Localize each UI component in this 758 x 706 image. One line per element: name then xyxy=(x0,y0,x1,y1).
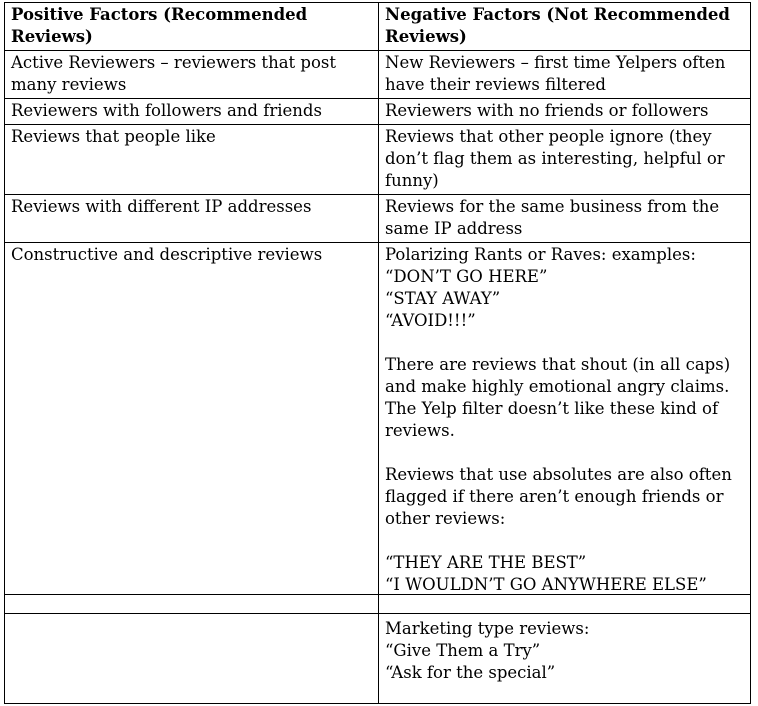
positive-cell: Constructive and descriptive reviews xyxy=(5,243,379,614)
negative-cell xyxy=(379,243,751,614)
table-row xyxy=(5,99,751,125)
negative-cell xyxy=(379,595,751,704)
example-line: “DON’T GO HERE” xyxy=(385,267,548,286)
table-row xyxy=(5,243,751,614)
negative-cell: Reviews for the same business from the same IP address xyxy=(379,195,751,243)
negative-cell: New Reviewers – first time Yelpers often have their reviews filtered xyxy=(379,51,751,99)
factors-table-container xyxy=(4,2,750,614)
positive-cell-empty xyxy=(5,595,379,704)
table-row xyxy=(5,195,751,243)
paragraph-gap xyxy=(385,596,744,618)
negative-intro-line: Marketing type reviews: xyxy=(385,619,590,638)
explanation-paragraph: There are reviews that shout (in all caps) and make highly emotional angry claims. The Yelp filter doesn’t like these kind of reviews. xyxy=(385,355,731,440)
negative-cell: Reviews that other people ignore (they don’t flag them as interesting, helpful or funny) xyxy=(379,125,751,195)
positive-cell: Reviews with different IP addresses xyxy=(5,195,379,243)
table-row xyxy=(5,51,751,99)
positive-cell: Reviewers with followers and friends xyxy=(5,99,379,125)
table-header-row xyxy=(5,3,751,51)
negative-intro-line: Polarizing Rants or Raves: examples: xyxy=(385,245,696,264)
continued-table-container xyxy=(4,594,750,704)
paragraph-gap xyxy=(385,530,744,552)
example-line: “STAY AWAY” xyxy=(385,289,501,308)
example-line: “THEY ARE THE BEST” xyxy=(385,553,587,572)
negative-cell: Reviewers with no friends or followers xyxy=(379,99,751,125)
header-negative-factors: Negative Factors (Not Recommended Reviews) xyxy=(379,3,751,51)
positive-cell: Reviews that people like xyxy=(5,125,379,195)
paragraph-gap xyxy=(385,442,744,464)
table-row xyxy=(5,595,751,704)
explanation-paragraph: Reviews that use absolutes are also often flagged if there aren’t enough friends or other reviews: xyxy=(385,465,732,528)
example-line: “Ask for the special” xyxy=(385,663,556,682)
paragraph-gap xyxy=(385,332,744,354)
example-line: “I WOULDN’T GO ANYWHERE ELSE” xyxy=(385,575,707,594)
example-line: “AVOID!!!” xyxy=(385,311,476,330)
continued-factors-table xyxy=(4,594,751,704)
factors-table xyxy=(4,2,751,614)
header-positive-factors: Positive Factors (Recommended Reviews) xyxy=(5,3,379,51)
example-line: “Give Them a Try” xyxy=(385,641,541,660)
positive-cell: Active Reviewers – reviewers that post many reviews xyxy=(5,51,379,99)
table-row xyxy=(5,125,751,195)
